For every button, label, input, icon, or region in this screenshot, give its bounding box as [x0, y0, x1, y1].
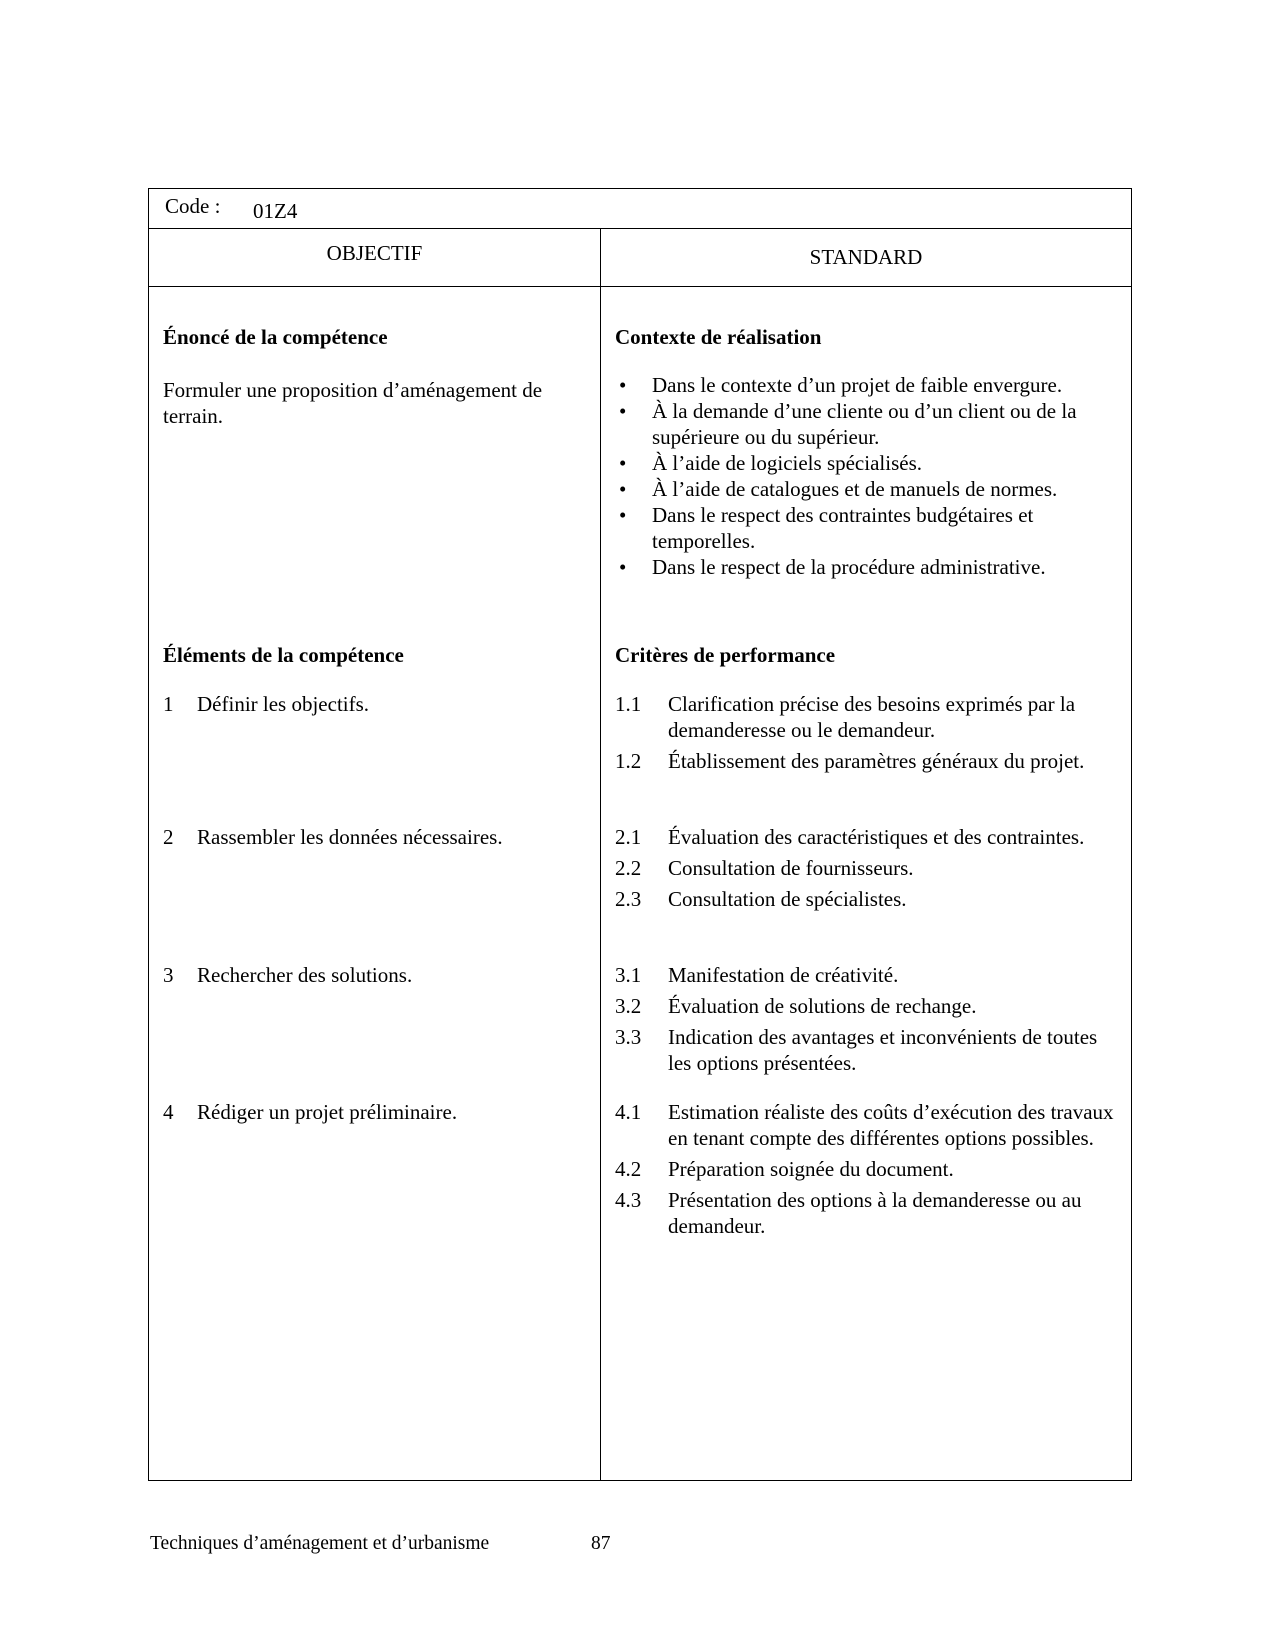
list-item — [615, 450, 1115, 476]
critere-item — [615, 748, 1121, 774]
critere-text: Consultation de spécialistes. — [668, 887, 907, 911]
bullet-icon: • — [619, 477, 627, 501]
critere-text: Préparation soignée du document. — [668, 1157, 954, 1181]
critere-text: Indication des avantages et inconvénients de toutes les options présentées. — [668, 1025, 1098, 1075]
element-number: 1 — [163, 692, 174, 716]
objectif-header: OBJECTIF — [326, 241, 423, 265]
code-label: Code : — [165, 194, 221, 218]
critere-number: 3.2 — [615, 994, 642, 1018]
criteres-heading: Critères de performance — [615, 643, 836, 667]
list-item-text: À la demande d’une cliente ou d’un client ou de la supérieure ou du supérieur. — [652, 399, 1077, 449]
bullet-icon: • — [619, 555, 627, 579]
list-item-text: Dans le respect des contraintes budgétaires et temporelles. — [652, 503, 1034, 553]
bullet-icon: • — [619, 451, 627, 475]
critere-number: 3.3 — [615, 1025, 642, 1049]
contexte-heading: Contexte de réalisation — [615, 325, 822, 349]
critere-number: 4.3 — [615, 1188, 642, 1212]
criteres-group-3 — [615, 962, 1121, 1081]
list-item — [615, 398, 1115, 450]
standard-header: STANDARD — [809, 245, 923, 269]
critere-number: 2.3 — [615, 887, 642, 911]
list-item — [615, 372, 1115, 398]
critere-number: 4.1 — [615, 1100, 642, 1124]
competency-table — [148, 188, 1132, 1481]
critere-number: 2.1 — [615, 825, 642, 849]
critere-text: Consultation de fournisseurs. — [668, 856, 914, 880]
criteres-group-4 — [615, 1099, 1121, 1244]
bullet-icon: • — [619, 399, 627, 423]
critere-item — [615, 691, 1121, 743]
critere-text: Présentation des options à la demanderesse ou au demandeur. — [668, 1188, 1082, 1238]
column-divider — [600, 229, 601, 1480]
critere-item — [615, 1187, 1121, 1239]
critere-text: Établissement des paramètres généraux du projet. — [668, 749, 1085, 773]
critere-item — [615, 993, 1121, 1019]
list-item-text: Dans le contexte d’un projet de faible envergure. — [652, 373, 1063, 397]
critere-number: 1.2 — [615, 749, 642, 773]
critere-text: Estimation réaliste des coûts d’exécution des travaux en tenant compte des différentes options possibles. — [668, 1100, 1114, 1150]
critere-item — [615, 824, 1121, 850]
critere-item — [615, 1156, 1121, 1182]
list-item — [615, 502, 1115, 554]
page-number: 87 — [591, 1533, 611, 1554]
critere-number: 1.1 — [615, 692, 642, 716]
list-item-text: À l’aide de catalogues et de manuels de normes. — [652, 477, 1058, 501]
code-value: 01Z4 — [253, 199, 298, 223]
list-item-text: Dans le respect de la procédure administrative. — [652, 555, 1046, 579]
critere-text: Évaluation des caractéristiques et des contraintes. — [668, 825, 1085, 849]
contexte-list — [615, 372, 1115, 580]
critere-text: Clarification précise des besoins exprimés par la demanderesse ou le demandeur. — [668, 692, 1076, 742]
footer-title: Techniques d’aménagement et d’urbanisme — [150, 1533, 490, 1554]
element-number: 4 — [163, 1100, 174, 1124]
list-item — [615, 476, 1115, 502]
critere-item — [615, 886, 1121, 912]
critere-text: Manifestation de créativité. — [668, 963, 899, 987]
critere-item — [615, 962, 1121, 988]
critere-item — [615, 855, 1121, 881]
criteres-group-1 — [615, 691, 1121, 779]
critere-item — [615, 1099, 1121, 1151]
header-row — [149, 229, 1131, 287]
list-item-text: À l’aide de logiciels spécialisés. — [652, 451, 922, 475]
enonce-text: Formuler une proposition d’aménagement de terrain. — [163, 378, 543, 428]
code-row — [149, 189, 1131, 229]
element-text: Rédiger un projet préliminaire. — [197, 1100, 458, 1124]
criteres-group-2 — [615, 824, 1121, 917]
elements-heading: Éléments de la compétence — [163, 643, 404, 667]
critere-number: 2.2 — [615, 856, 642, 880]
bullet-icon: • — [619, 373, 627, 397]
critere-text: Évaluation de solutions de rechange. — [668, 994, 977, 1018]
critere-item — [615, 1024, 1121, 1076]
element-number: 3 — [163, 963, 174, 987]
enonce-heading: Énoncé de la compétence — [163, 325, 388, 349]
element-number: 2 — [163, 825, 174, 849]
element-text: Rechercher des solutions. — [197, 963, 413, 987]
element-text: Définir les objectifs. — [197, 692, 370, 716]
critere-number: 4.2 — [615, 1157, 642, 1181]
bullet-icon: • — [619, 503, 627, 527]
critere-number: 3.1 — [615, 963, 642, 987]
element-text: Rassembler les données nécessaires. — [197, 825, 503, 849]
list-item — [615, 554, 1115, 580]
